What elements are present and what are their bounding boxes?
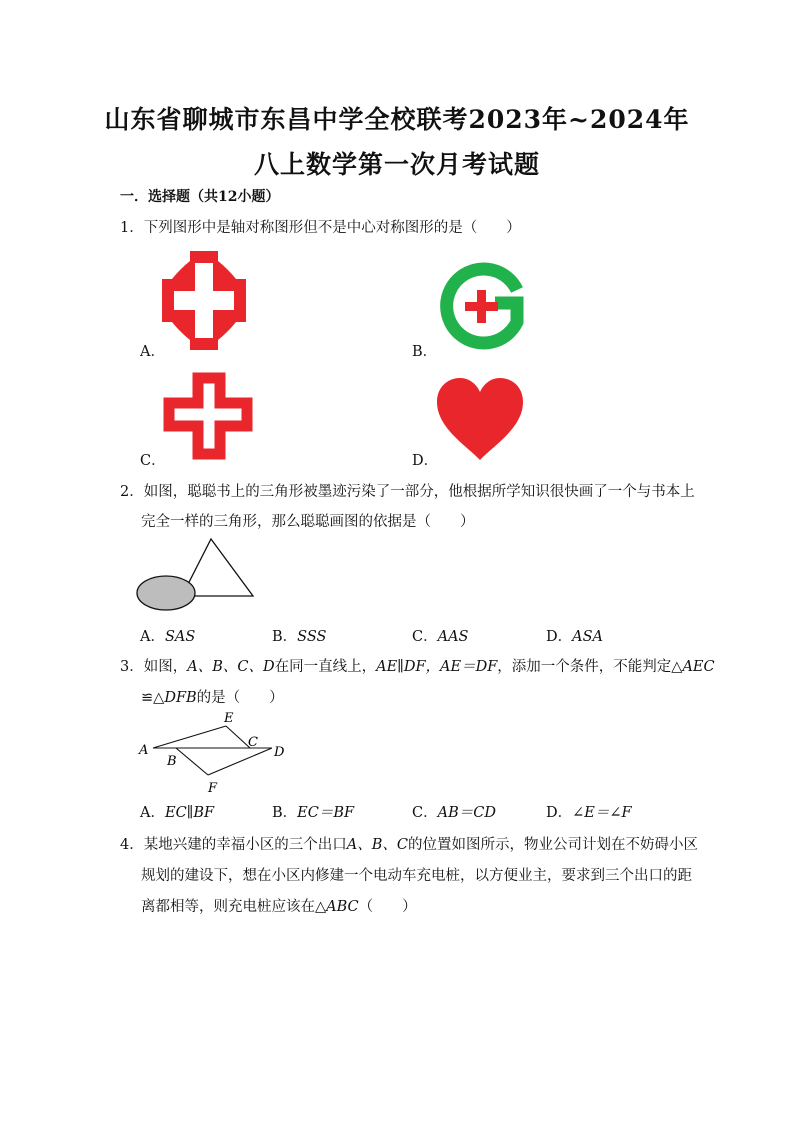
page-title-line1: 山东省聊城市东昌中学全校联考2023年~2024年: [104, 105, 690, 134]
red-plus-shape: [465, 290, 498, 323]
q1-option-c-label[interactable]: C．: [140, 453, 166, 469]
q4-stem-line3: 离都相等，则充电桩应该在△ABC（ ）: [141, 899, 417, 915]
q3-option-d[interactable]: D．∠E＝∠F: [546, 805, 632, 821]
segment-ae: [153, 726, 226, 748]
page-title-line2: 八上数学第一次月考试题: [253, 150, 540, 179]
q1-option-b-figure: [437, 263, 529, 349]
q1-option-c-figure: [164, 373, 252, 459]
q2-option-d[interactable]: D．ASA: [546, 629, 604, 645]
q2-option-b[interactable]: B．SSS: [272, 629, 327, 645]
q1-option-d-label[interactable]: D．: [412, 453, 439, 469]
q2-option-c[interactable]: C．AAS: [412, 629, 469, 645]
q3-option-b[interactable]: B．EC＝BF: [272, 805, 355, 821]
red-cross-flower-shape: [162, 251, 246, 350]
ink-blot-ellipse: [137, 576, 195, 610]
q1-option-a-label[interactable]: A．: [140, 344, 165, 360]
q3-option-a[interactable]: A．EC∥BF: [140, 805, 215, 821]
label-f: F: [208, 781, 218, 796]
section-heading: 一．选择题（共12小题）: [120, 189, 280, 205]
label-a: A: [139, 743, 149, 758]
label-b: B: [167, 754, 177, 769]
segment-bf: [176, 748, 208, 775]
segment-ec: [226, 726, 250, 748]
label-c: C: [248, 735, 258, 750]
q3-stem-line2: ≌△DFB的是（ ）: [141, 690, 284, 706]
q3-option-c[interactable]: C．AB＝CD: [412, 805, 496, 821]
q1-option-d-figure: [437, 378, 523, 460]
label-d: D: [274, 745, 285, 760]
q4-stem-line2: 规划的建设下，想在小区内修建一个电动车充电桩，以方便业主，要求到三个出口的距: [141, 868, 692, 884]
q2-triangle-figure: [136, 538, 256, 612]
q1-option-b-label[interactable]: B．: [412, 344, 438, 360]
red-heart-shape: [437, 378, 523, 460]
q2-stem-line1: 2．如图，聪聪书上的三角形被墨迹污染了一部分，他根据所学知识很快画了一个与书本上: [120, 484, 695, 500]
q1-stem: 1．下列图形中是轴对称图形但不是中心对称图形的是（ ）: [120, 220, 521, 236]
q2-option-a[interactable]: A．SAS: [140, 629, 196, 645]
label-e: E: [224, 711, 234, 726]
q3-geometry-figure: [136, 708, 296, 798]
q4-stem-line1: 4．某地兴建的幸福小区的三个出口A、B、C的位置如图所示，物业公司计划在不妨碍小区: [120, 837, 698, 853]
q2-stem-line2: 完全一样的三角形，那么聪聪画图的依据是（ ）: [141, 514, 475, 530]
cross-inner-cut: [204, 403, 214, 426]
q3-stem-line1: 3．如图，A、B、C、D在同一直线上，AE∥DF，AE＝DF，添加一个条件，不能判定△AEC: [120, 659, 715, 675]
segment-fd: [208, 748, 272, 775]
q1-option-a-figure: [162, 251, 246, 350]
